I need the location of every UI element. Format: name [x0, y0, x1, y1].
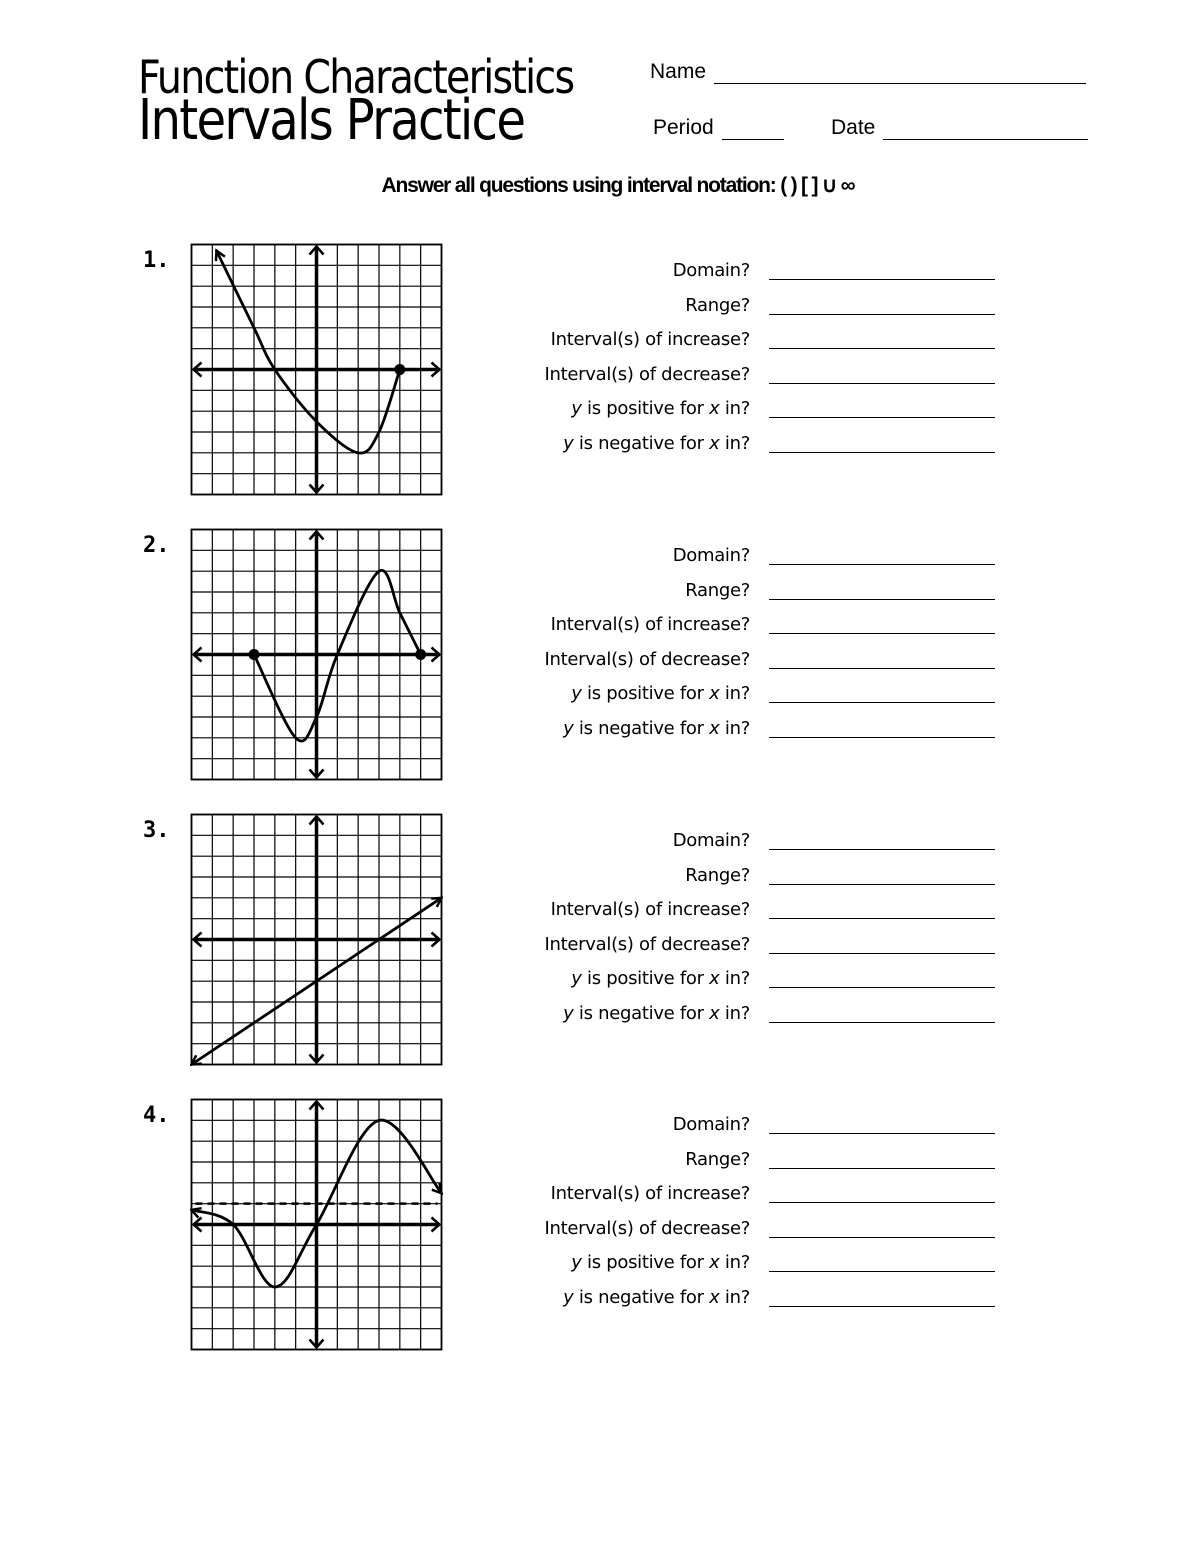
closed-endpoint — [415, 649, 426, 660]
answer-blank[interactable] — [769, 633, 995, 634]
positive-row — [520, 680, 1000, 715]
decrease-row — [520, 361, 1000, 396]
name-label: Name — [650, 60, 707, 83]
question-4-prompts — [520, 1111, 1000, 1318]
decrease-label: Interval(s) of decrease? — [544, 363, 750, 385]
worksheet-title-line1: Function Characteristics — [138, 50, 574, 104]
range-row — [520, 862, 1000, 897]
decrease-label: Interval(s) of decrease? — [544, 933, 750, 955]
answer-blank[interactable] — [769, 383, 995, 384]
increase-row — [520, 326, 1000, 361]
negative-label: y is negative for x in? — [563, 432, 750, 454]
question-number: 2. — [143, 533, 170, 558]
date-label: Date — [831, 116, 876, 139]
negative-label: y is negative for x in? — [563, 1286, 750, 1308]
answer-blank[interactable] — [769, 884, 995, 885]
positive-label: y is positive for x in? — [571, 1252, 750, 1273]
graph-4 — [190, 1098, 443, 1351]
positive-label: y is positive for x in? — [571, 968, 750, 989]
domain-row — [520, 827, 1000, 862]
negative-row — [520, 1284, 1000, 1319]
worksheet-title-line2: Intervals Practice — [138, 88, 525, 153]
date-blank[interactable] — [883, 121, 1088, 140]
function-curve — [217, 251, 400, 453]
closed-endpoint — [249, 649, 260, 660]
question-number: 3. — [143, 818, 170, 843]
answer-blank[interactable] — [769, 737, 995, 738]
name-blank[interactable] — [714, 65, 1086, 84]
answer-blank[interactable] — [769, 849, 995, 850]
instructions: Answer all questions using interval notation: ( ) [ ] ∪ ∞ — [381, 174, 855, 197]
answer-blank[interactable] — [769, 314, 995, 315]
closed-endpoint — [394, 364, 405, 375]
date-field[interactable] — [831, 116, 1088, 140]
answer-blank[interactable] — [769, 1202, 995, 1203]
graph-3 — [190, 813, 443, 1066]
answer-blank[interactable] — [769, 564, 995, 565]
range-label: Range? — [685, 579, 750, 601]
answer-blank[interactable] — [769, 599, 995, 600]
answer-blank[interactable] — [769, 1237, 995, 1238]
negative-label: y is negative for x in? — [563, 717, 750, 739]
graph-1 — [190, 243, 443, 496]
decrease-label: Interval(s) of decrease? — [544, 1217, 750, 1239]
answer-blank[interactable] — [769, 1271, 995, 1272]
domain-label: Domain? — [672, 260, 750, 281]
increase-row — [520, 896, 1000, 931]
increase-label: Interval(s) of increase? — [550, 329, 750, 350]
question-1-prompts — [520, 257, 1000, 464]
period-label: Period — [653, 116, 714, 139]
question-2-prompts — [520, 542, 1000, 749]
positive-label: y is positive for x in? — [571, 398, 750, 419]
answer-blank[interactable] — [769, 1022, 995, 1023]
decrease-row — [520, 646, 1000, 681]
domain-row — [520, 542, 1000, 577]
range-label: Range? — [685, 1148, 750, 1170]
answer-blank[interactable] — [769, 918, 995, 919]
answer-blank[interactable] — [769, 348, 995, 349]
graph-2 — [190, 528, 443, 781]
increase-row — [520, 611, 1000, 646]
domain-label: Domain? — [672, 545, 750, 566]
range-row — [520, 292, 1000, 327]
decrease-label: Interval(s) of decrease? — [544, 648, 750, 670]
decrease-row — [520, 931, 1000, 966]
answer-blank[interactable] — [769, 1133, 995, 1134]
negative-row — [520, 1000, 1000, 1035]
domain-row — [520, 1111, 1000, 1146]
answer-blank[interactable] — [769, 987, 995, 988]
period-field[interactable] — [653, 116, 784, 140]
positive-row — [520, 1249, 1000, 1284]
answer-blank[interactable] — [769, 668, 995, 669]
range-label: Range? — [685, 294, 750, 316]
question-number: 1. — [143, 248, 170, 273]
domain-label: Domain? — [672, 1114, 750, 1135]
answer-blank[interactable] — [769, 279, 995, 280]
domain-label: Domain? — [672, 830, 750, 851]
increase-label: Interval(s) of increase? — [550, 1183, 750, 1204]
question-3-prompts — [520, 827, 1000, 1034]
answer-blank[interactable] — [769, 1306, 995, 1307]
negative-label: y is negative for x in? — [563, 1002, 750, 1024]
positive-row — [520, 965, 1000, 1000]
answer-blank[interactable] — [769, 1168, 995, 1169]
increase-label: Interval(s) of increase? — [550, 899, 750, 920]
period-blank[interactable] — [722, 121, 784, 140]
positive-label: y is positive for x in? — [571, 683, 750, 704]
range-row — [520, 577, 1000, 612]
range-row — [520, 1146, 1000, 1181]
question-number: 4. — [143, 1103, 170, 1128]
negative-row — [520, 715, 1000, 750]
domain-row — [520, 257, 1000, 292]
negative-row — [520, 430, 1000, 465]
increase-label: Interval(s) of increase? — [550, 614, 750, 635]
positive-row — [520, 395, 1000, 430]
answer-blank[interactable] — [769, 702, 995, 703]
answer-blank[interactable] — [769, 417, 995, 418]
answer-blank[interactable] — [769, 953, 995, 954]
answer-blank[interactable] — [769, 452, 995, 453]
decrease-row — [520, 1215, 1000, 1250]
range-label: Range? — [685, 864, 750, 886]
name-field[interactable] — [650, 60, 1086, 84]
increase-row — [520, 1180, 1000, 1215]
